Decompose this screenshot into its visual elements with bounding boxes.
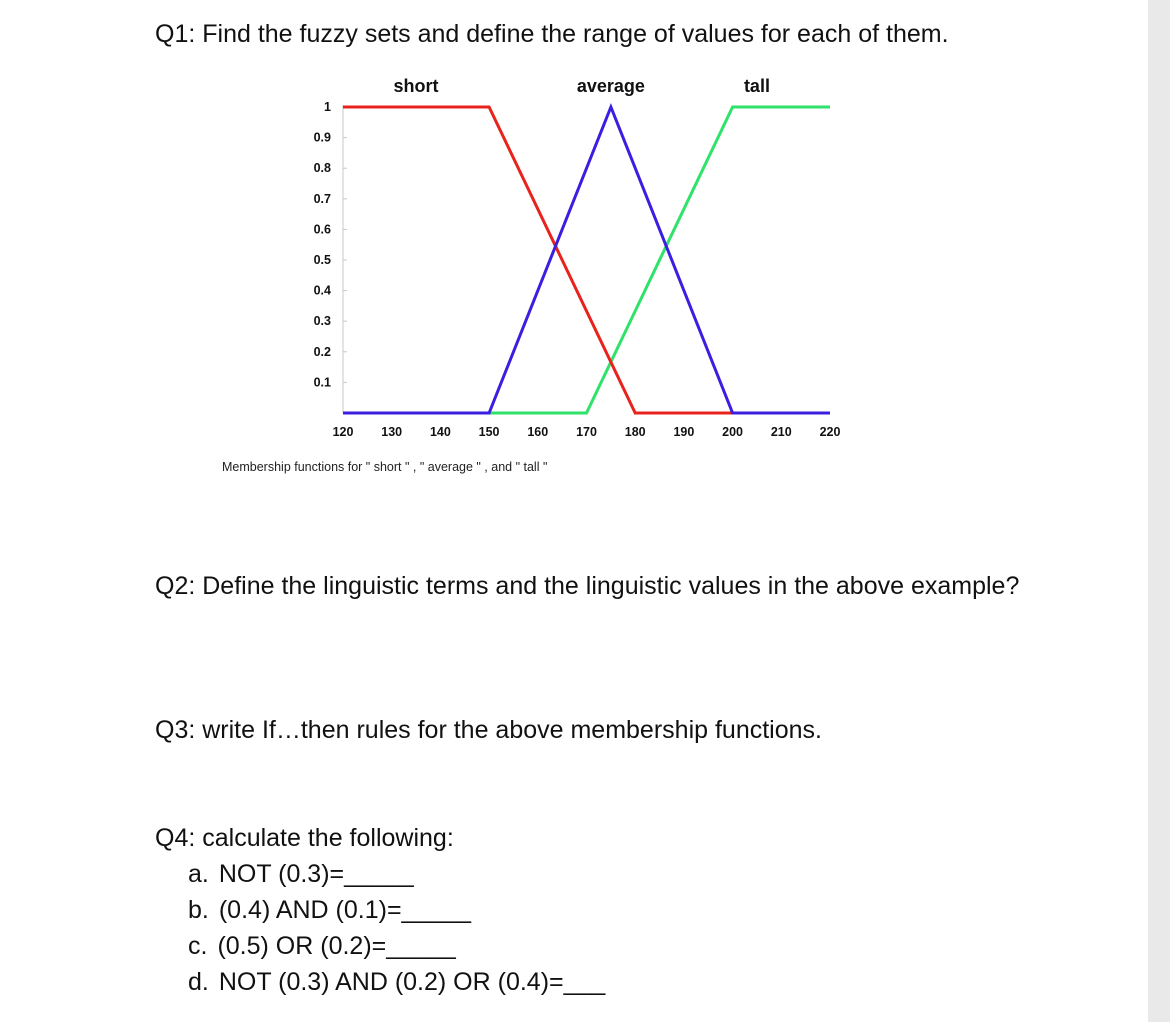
question-4-item-c bbox=[188, 928, 456, 964]
x-tick-label: 160 bbox=[527, 425, 549, 439]
series-label-short: short bbox=[393, 76, 439, 96]
item-text: NOT (0.3) AND (0.2) OR (0.4)=___ bbox=[218, 968, 606, 996]
question-4-title: Q4: calculate the following: bbox=[155, 824, 454, 852]
item-label: b. bbox=[188, 896, 209, 924]
item-text: NOT (0.3)=_____ bbox=[218, 860, 414, 888]
series-label-average: average bbox=[576, 76, 645, 96]
y-tick-label: 0.5 bbox=[313, 253, 331, 267]
series-line-short bbox=[343, 107, 830, 413]
y-tick-label: 0.8 bbox=[313, 161, 331, 176]
y-tick-label: 1 bbox=[324, 100, 331, 114]
x-tick-label: 200 bbox=[722, 425, 744, 439]
x-tick-label: 220 bbox=[819, 425, 841, 439]
x-tick-label: 170 bbox=[576, 425, 597, 439]
question-1: Q1: Find the fuzzy sets and define the range of values for each of them. bbox=[155, 20, 949, 48]
y-tick-label: 0.2 bbox=[313, 344, 331, 359]
y-axis bbox=[314, 100, 347, 413]
x-tick-label: 130 bbox=[381, 425, 403, 439]
question-4-item-a bbox=[188, 856, 414, 892]
x-tick-label: 120 bbox=[332, 425, 354, 439]
y-tick-label: 0.1 bbox=[313, 375, 331, 390]
x-tick-label: 190 bbox=[673, 425, 695, 439]
question-3: Q3: write If…then rules for the above membership functions. bbox=[155, 716, 822, 744]
y-tick-label: 0.7 bbox=[313, 191, 331, 206]
series-line-tall bbox=[343, 107, 830, 413]
x-axis bbox=[333, 425, 841, 439]
x-tick-label: 210 bbox=[770, 425, 792, 439]
y-tick-label: 0.6 bbox=[313, 222, 331, 237]
membership-chart bbox=[220, 62, 860, 452]
y-tick-label: 0.4 bbox=[313, 283, 331, 298]
question-4-item-d bbox=[188, 964, 605, 1000]
item-label: a. bbox=[188, 860, 209, 888]
series-layer bbox=[343, 107, 830, 413]
x-tick-label: 150 bbox=[478, 425, 500, 439]
x-tick-label: 140 bbox=[429, 425, 451, 439]
question-2: Q2: Define the linguistic terms and the linguistic values in the above example? bbox=[155, 572, 1020, 600]
item-text: (0.4) AND (0.1)=_____ bbox=[218, 896, 472, 924]
item-label: c. bbox=[188, 932, 208, 960]
x-tick-label: 180 bbox=[624, 425, 646, 439]
series-labels bbox=[394, 76, 770, 96]
chart-caption: Membership functions for " short " , " average " , and " tall " bbox=[222, 460, 548, 474]
y-tick-label: 0.3 bbox=[313, 314, 331, 329]
series-line-average bbox=[343, 107, 830, 413]
y-tick-label: 0.9 bbox=[313, 130, 331, 145]
series-label-tall: tall bbox=[743, 76, 770, 96]
question-4-item-b bbox=[188, 892, 471, 928]
item-text: (0.5) OR (0.2)=_____ bbox=[217, 932, 456, 960]
item-label: d. bbox=[188, 968, 209, 996]
